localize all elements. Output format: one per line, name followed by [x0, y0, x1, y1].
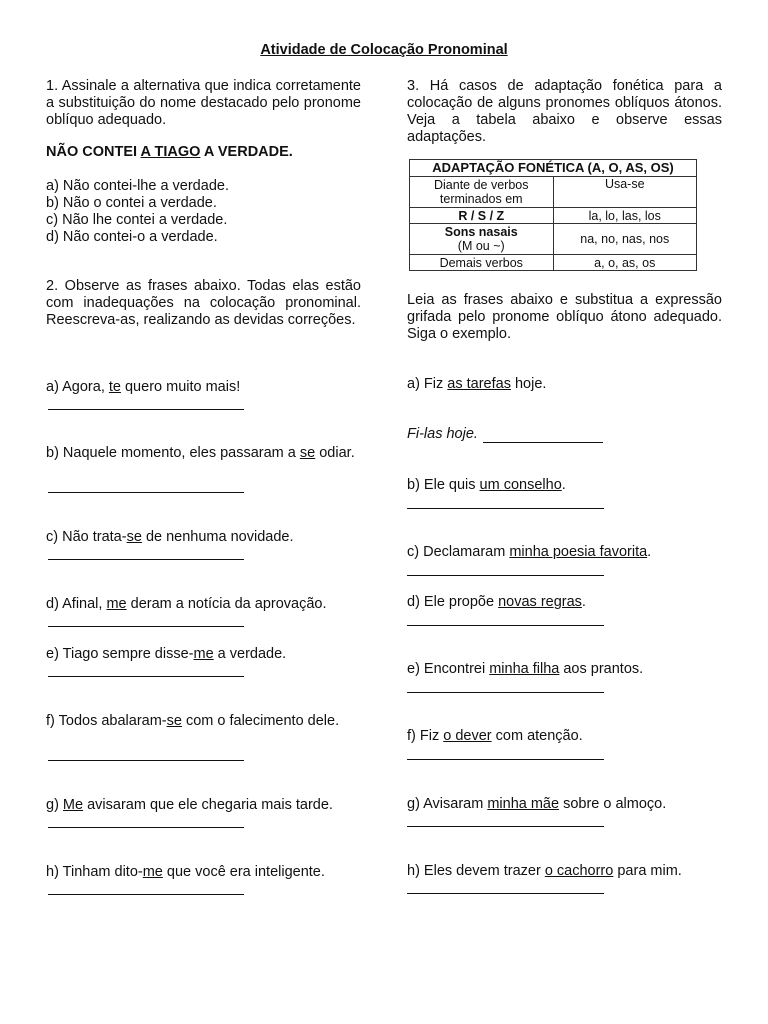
q3-item-c	[407, 544, 722, 561]
answer-line[interactable]	[407, 893, 604, 894]
item-text: e) Tiago sempre disse-	[46, 646, 194, 662]
answer-line[interactable]	[407, 625, 604, 626]
q1-sentence	[46, 144, 361, 161]
table-cell: Demais verbos	[410, 255, 554, 271]
q2-item-e	[46, 646, 361, 663]
adaptation-table	[409, 159, 697, 271]
q2-item-g	[46, 797, 361, 814]
item-text: g) Avisaram	[407, 796, 488, 812]
q1-option[interactable]: c) Não lhe contei a verdade.	[46, 212, 228, 228]
item-text: para mim.	[613, 863, 682, 879]
item-text: c) Declamaram	[407, 544, 510, 560]
cell-text: (M ou ~)	[457, 239, 505, 253]
answer-line[interactable]	[483, 442, 603, 443]
item-text: deram a notícia da aprovação.	[126, 596, 327, 612]
item-text: que você era inteligente.	[162, 864, 325, 880]
q1-option[interactable]: a) Não contei-lhe a verdade.	[46, 178, 229, 194]
cell-text: Sons nasais	[444, 225, 518, 239]
answer-line[interactable]	[48, 827, 244, 828]
cell-text: Diante de verbos	[433, 178, 529, 192]
answer-line[interactable]	[48, 626, 244, 627]
q3-item-a	[407, 376, 722, 393]
q3-statement: 3. Há casos de adaptação fonética para a colocação de alguns pronomes oblíquos átonos. Veja a tabela abaixo e observe essas adaptações.	[407, 78, 722, 145]
item-text: a) Agora,	[46, 379, 109, 395]
item-text: b) Naquele momento, eles passaram a	[46, 445, 300, 461]
item-highlight: se	[299, 445, 316, 461]
left-column	[46, 78, 361, 908]
item-text: odiar.	[315, 445, 355, 461]
answer-line[interactable]	[48, 676, 244, 677]
item-text: aos prantos.	[559, 661, 644, 677]
q2-statement: 2. Observe as frases abaixo. Todas elas estão com inadequações na colocação pronominal. Reescreva-as, realizando as devidas correções.	[46, 278, 361, 328]
answer-line[interactable]	[407, 508, 604, 509]
item-text: e) Encontrei	[407, 661, 490, 677]
item-highlight: me	[106, 596, 127, 612]
q2-item-b	[46, 445, 361, 462]
item-highlight: se	[166, 713, 182, 729]
q2-item-d	[46, 596, 361, 613]
item-text: g)	[46, 797, 63, 813]
item-text: .	[581, 594, 586, 610]
table-cell: la, lo, las, los	[553, 208, 697, 224]
item-highlight: se	[126, 529, 142, 545]
item-text: f) Todos abalaram-	[46, 713, 167, 729]
item-text: h) Tinham dito-	[46, 864, 143, 880]
item-text: avisaram que ele chegaria mais tarde.	[83, 797, 333, 813]
q1-sentence-highlight: A TIAGO	[140, 144, 201, 160]
answer-line[interactable]	[48, 894, 244, 895]
item-text: f) Fiz	[407, 728, 444, 744]
item-highlight: minha filha	[489, 661, 560, 677]
item-highlight: um conselho	[479, 477, 562, 493]
item-text: hoje.	[510, 376, 547, 392]
page-title: Atividade de Colocação Pronominal	[260, 42, 508, 58]
answer-line[interactable]	[48, 409, 244, 410]
item-highlight: te	[108, 379, 121, 395]
example-answer: Fi-las hoje.	[407, 426, 478, 442]
q1-option[interactable]: b) Não o contei a verdade.	[46, 195, 217, 211]
q2-item-c	[46, 529, 361, 546]
answer-line[interactable]	[48, 492, 244, 493]
item-highlight: as tarefas	[447, 376, 511, 392]
table-cell: R / S / Z	[410, 208, 554, 224]
item-text: com atenção.	[491, 728, 583, 744]
right-column	[407, 78, 722, 908]
item-text: .	[647, 544, 652, 560]
item-text: d) Ele propõe	[407, 594, 499, 610]
item-text: a) Fiz	[407, 376, 448, 392]
table-cell	[410, 177, 554, 208]
answer-line[interactable]	[48, 760, 244, 761]
item-highlight: o cachorro	[544, 863, 614, 879]
table-cell: Usa-se	[553, 177, 697, 208]
q3-item-g	[407, 796, 722, 813]
q1-sentence-post: A VERDADE.	[200, 144, 293, 160]
cell-text: terminados em	[439, 192, 523, 206]
table-header: ADAPTAÇÃO FONÉTICA (A, O, AS, OS)	[410, 160, 697, 177]
table-cell: a, o, as, os	[553, 255, 697, 271]
table-cell: na, no, nas, nos	[553, 224, 697, 255]
q1-sentence-pre: NÃO CONTEI	[46, 144, 141, 160]
q3-instruction: Leia as frases abaixo e substitua a expressão grifada pelo pronome oblíquo átono adequado. Siga o exemplo.	[407, 292, 722, 342]
item-highlight: minha mãe	[487, 796, 560, 812]
q3-item-b	[407, 477, 722, 494]
answer-line[interactable]	[48, 559, 244, 560]
item-highlight: o dever	[443, 728, 492, 744]
table-cell	[410, 224, 554, 255]
q3-item-h	[407, 863, 722, 880]
item-text: com o falecimento dele.	[181, 713, 340, 729]
item-text: c) Não trata-	[46, 529, 127, 545]
item-text: de nenhuma novidade.	[141, 529, 294, 545]
answer-line[interactable]	[407, 692, 604, 693]
item-text: d) Afinal,	[46, 596, 107, 612]
item-text: a verdade.	[213, 646, 287, 662]
item-text: h) Eles devem trazer	[407, 863, 545, 879]
item-text: quero muito mais!	[120, 379, 241, 395]
item-text: sobre o almoço.	[559, 796, 667, 812]
q1-statement: 1. Assinale a alternativa que indica corretamente a substituição do nome destacado pelo pronome oblíquo adequado.	[46, 78, 361, 128]
item-highlight: me	[142, 864, 163, 880]
q3-item-d	[407, 594, 722, 611]
item-text: b) Ele quis	[407, 477, 480, 493]
q3-item-f	[407, 728, 722, 745]
q2-item-a	[46, 379, 361, 396]
q3-item-e	[407, 661, 722, 678]
item-text: .	[561, 477, 566, 493]
item-highlight: novas regras	[498, 594, 582, 610]
item-highlight: minha poesia favorita	[509, 544, 648, 560]
item-highlight: Me	[62, 797, 84, 813]
answer-line[interactable]	[407, 759, 604, 760]
item-highlight: me	[193, 646, 214, 662]
q2-item-h	[46, 864, 361, 881]
answer-line[interactable]	[407, 826, 604, 827]
q1-option[interactable]: d) Não contei-o a verdade.	[46, 229, 218, 245]
answer-line[interactable]	[407, 575, 604, 576]
q2-item-f	[46, 713, 361, 730]
